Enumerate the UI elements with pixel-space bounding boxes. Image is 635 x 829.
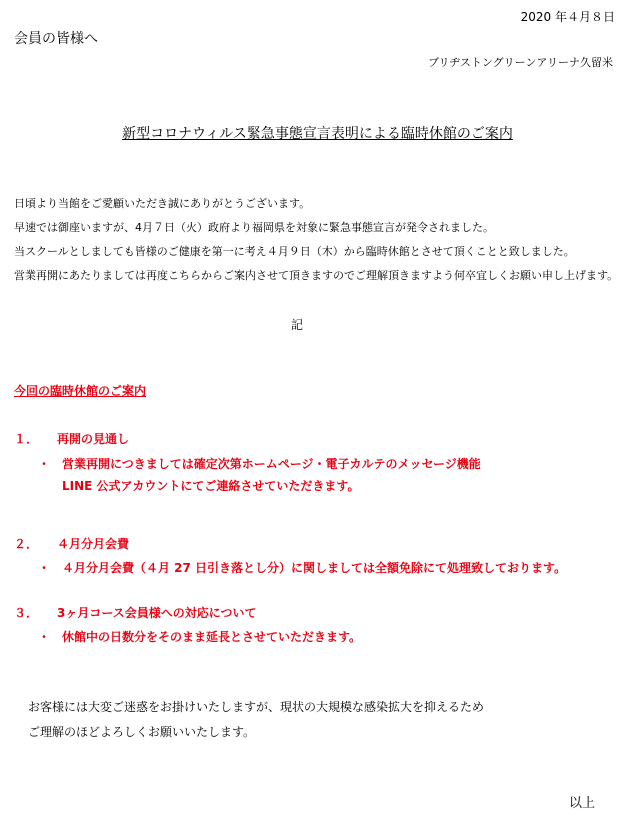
sender-name: ブリヂストングリーンアリーナ久留米 (427, 56, 613, 69)
intro-line-2: 早速では御座いますが、4月７日（火）政府より福岡県を対象に緊急事態宣言が発令されました。 (14, 221, 494, 234)
document-title: 新型コロナウィルス緊急事態宣言表明による臨時休館のご案内 (122, 126, 513, 142)
item-1-title: 再開の見通し (57, 432, 130, 446)
item-1-line-1: 営業再開につきましては確定次第ホームページ・電子カルテのメッセージ機能 (62, 457, 481, 471)
item-2-title: ４月分月会費 (57, 537, 130, 551)
ki-mark: 記 (291, 318, 304, 332)
item-1-number: １． (14, 432, 39, 446)
section-heading: 今回の臨時休館のご案内 (14, 384, 147, 398)
item-2-line-1: ４月分月会費（４月 27 日引き落とし分）に関しましては全額免除にて処理致しております。 (62, 561, 567, 575)
item-3-number: ３． (14, 606, 39, 620)
end-mark: 以上 (568, 796, 595, 811)
intro-line-4: 営業再開にあたりましては再度こちらからご案内させて頂きますのでご理解頂きますよう何卒宜しくお願い申し上げます。 (14, 269, 619, 282)
intro-line-3: 当スクールとしましても皆様のご健康を第一に考え４月９日（木）から臨時休館とさせて頂くことと致しました。 (14, 245, 575, 258)
item-1-line-2: LINE 公式アカウントにてご連絡させていただきます。 (62, 479, 360, 493)
item-2-number: ２． (14, 537, 39, 551)
closing-line-1: お客様には大変ご迷惑をお掛けいたしますが、現状の大規模な感染拡大を抑えるため (28, 700, 485, 714)
document-date: 2020 年４月８日 (520, 10, 615, 24)
closing-line-2: ご理解のほどよろしくお願いいたします。 (28, 725, 256, 739)
item-2-bullet: ・ (38, 561, 51, 575)
item-3-title: 3ヶ月コース会員様への対応について (57, 606, 257, 620)
item-1-bullet: ・ (38, 457, 51, 471)
recipient-line: 会員の皆様へ (14, 31, 98, 47)
item-3-bullet: ・ (38, 630, 51, 644)
intro-line-1: 日頃より当館をご愛顧いただき誠にありがとうございます。 (14, 197, 311, 210)
item-3-line-1: 休館中の日数分をそのまま延長とさせていただきます。 (62, 630, 362, 644)
